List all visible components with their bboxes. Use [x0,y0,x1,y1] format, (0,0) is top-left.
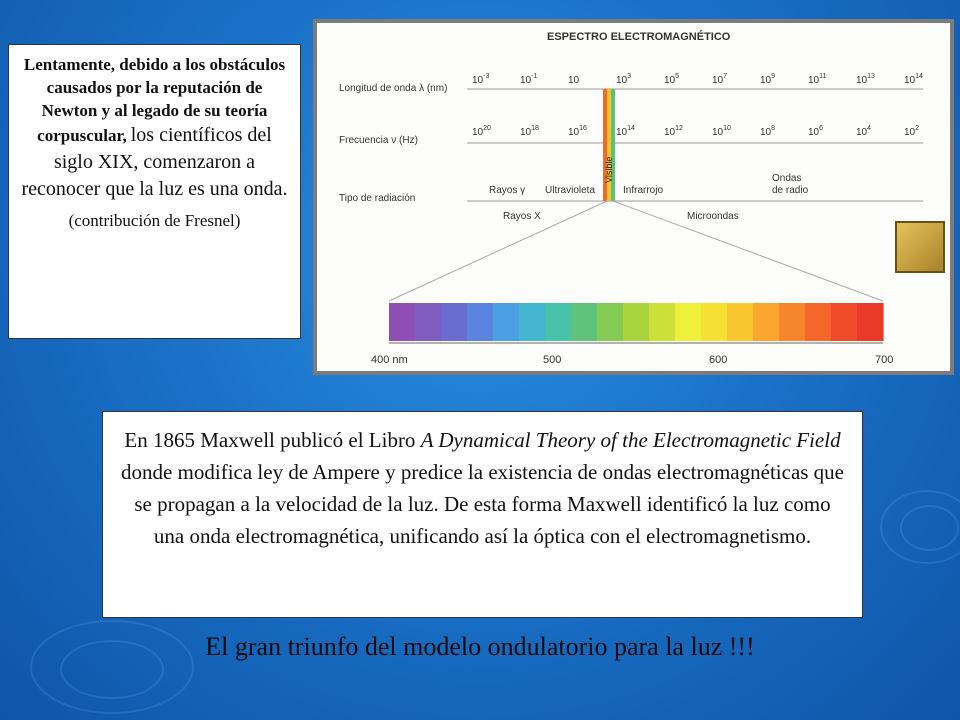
frequency-tick-label: $10^{16}$ [568,125,587,138]
frequency-tick-label: $10^{20}$ [472,125,491,138]
spectrum-color-segment [701,303,728,341]
maxwell-text-part1: En 1865 Maxwell publicó el Libro [124,428,421,452]
scale-label-400: 400 nm [371,354,408,366]
wavelength-row-label: Longitud de onda λ (nm) [339,83,448,94]
spectrum-color-segment [389,303,416,341]
intro-regular-text: los científicos del siglo XIX, comenzaron a reconocer que la luz es una onda. [21,124,288,200]
frequency-tick-label: $10^6$ [808,125,824,138]
spectrum-diagram [317,23,950,371]
visible-spectrum-band [389,303,884,341]
type-gamma: Rayos γ [489,185,526,196]
spectrum-color-segment [831,303,858,341]
wavelength-tick-label: $10^{-1}$ [520,73,538,86]
scale-label-600: 600 [709,354,728,366]
spectrum-color-segment [597,303,624,341]
spectrum-color-segment [857,303,884,341]
type-xray: Rayos X [503,211,541,222]
type-radio: Ondas [772,173,802,184]
spectrum-image [313,19,954,375]
wavelength-tick-label: $10^{-3}$ [472,73,490,86]
spectrum-color-segment [467,303,494,341]
wavelength-tick-label: $10^7$ [712,73,728,86]
spectrum-color-segment [493,303,520,341]
wavelength-tick-label: $10^{11}$ [808,73,827,86]
spectrum-color-segment [571,303,598,341]
scale-label-500: 500 [543,354,562,366]
wavelength-tick-label: $10^{14}$ [904,73,923,86]
type-radio-2: de radio [772,185,809,196]
spectrum-title: ESPECTRO ELECTROMAGNÉTICO [547,31,731,43]
spectrum-color-segment [779,303,806,341]
frequency-tick-label: $10^2$ [904,125,920,138]
conclusion-text: El gran triunfo del modelo ondulatorio para la luz !!! [205,632,755,661]
decorative-ripple [900,505,959,551]
spectrum-color-segment [805,303,832,341]
frequency-tick-label: $10^{12}$ [664,125,683,138]
spectrum-color-segment [519,303,546,341]
frequency-tick-label: $10^{18}$ [520,125,539,138]
spectrum-color-segment [727,303,754,341]
frequency-tick-label: $10^{10}$ [712,125,731,138]
wavelength-tick-label: $10^3$ [616,73,632,86]
maxwell-text-box [102,411,863,618]
type-row-label: Tipo de radiación [339,193,416,204]
spectrum-color-segment [623,303,650,341]
type-microwave: Microondas [687,211,739,222]
wavelength-tick-label: $10^5$ [664,73,680,86]
spectrum-color-segment [753,303,780,341]
seal-emblem [895,221,945,273]
intro-bold-text: Lentamente, debido a los obstáculos causados por la reputación de Newton y al legado de su teoría corpuscular, [23,55,286,145]
frequency-tick-label: $10^4$ [856,125,872,138]
wavelength-tick-label: $10^9$ [760,73,776,86]
book-title: A Dynamical Theory of the Electromagnetic Field [420,428,841,452]
visible-label: Visible [604,156,614,183]
wavelength-tick-label: 10 [568,75,580,86]
spectrum-color-segment [415,303,442,341]
spectrum-color-segment [675,303,702,341]
type-ultraviolet: Ultravioleta [545,185,596,196]
scale-label-700: 700 [875,354,894,366]
frequency-tick-label: $10^8$ [760,125,776,138]
type-infrared: Infrarrojo [623,185,664,196]
spectrum-color-segment [441,303,468,341]
wavelength-tick-label: $10^{13}$ [856,73,875,86]
intro-text-box [8,44,301,339]
spectrum-color-segment [545,303,572,341]
spectrum-color-segment [649,303,676,341]
fresnel-note: (contribución de Fresnel) [68,211,241,230]
frequency-row-label: Frecuencia ν (Hz) [339,135,418,146]
maxwell-text-part2: donde modifica ley de Ampere y predice la existencia de ondas electromagnéticas que se propagan a la velocidad de la luz. De esta forma Maxwell identificó la luz como una onda electromagnética, unificando así la óptica con el electromagnetismo. [120,460,845,548]
frequency-tick-label: $10^{14}$ [616,125,635,138]
